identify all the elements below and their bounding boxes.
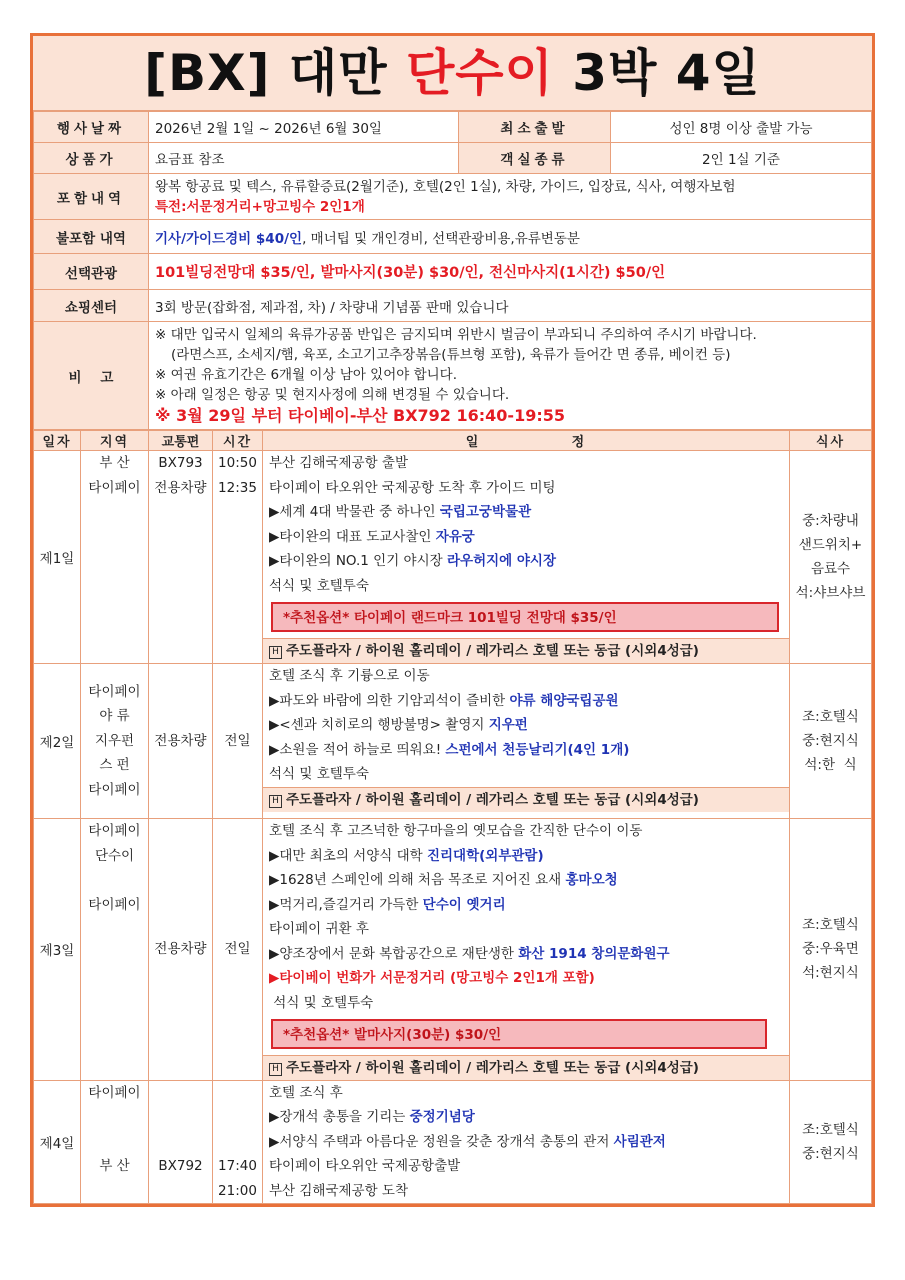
optional-tour-value: 101빌딩전망대 $35/인, 발마사지(30분) $30/인, 전신마사지(1시간) $50/인	[149, 254, 872, 290]
col-transport: 교통편	[149, 431, 213, 451]
meal: 중:현지식	[802, 733, 859, 749]
col-itinerary: 일 정	[263, 431, 790, 451]
day-meals	[790, 1080, 872, 1204]
day-times	[213, 1080, 263, 1204]
itinerary-line: 호텔 조식 후 고즈넉한 항구마을의 옛모습을 간직한 단수이 이동	[269, 823, 643, 839]
region: 타이페이	[88, 1084, 141, 1101]
hotel-info: H 주도플라자 / 하이원 홀리데이 / 레가리스 호텔 또는 동급 (시외4성급)	[263, 638, 789, 664]
col-day: 일자	[34, 431, 81, 451]
meal: 조:호텔식	[802, 1121, 859, 1138]
itinerary-line: ▶양조장에서 문화 복합공간으로 재탄생한 화산 1914 창의문화원구	[269, 945, 670, 962]
title-prefix: [BX] 대만	[144, 44, 406, 102]
note-line: ※ 아래 일정은 항공 및 현지사정에 의해 변경될 수 있습니다.	[155, 386, 510, 403]
meal: 조:호텔식	[802, 709, 859, 725]
itinerary-line: ▶타이베이 번화가 서문정거리 (망고빙수 2인1개 포함)	[269, 970, 595, 986]
region: 타이페이	[88, 683, 141, 700]
day-times	[213, 451, 263, 664]
time: 10:50	[218, 455, 257, 471]
day-itinerary	[263, 451, 790, 664]
itinerary-line: 석식 및 호텔투숙	[269, 766, 369, 782]
meal: 석:샤브샤브	[795, 585, 866, 601]
itinerary-line: ▶세계 4대 박물관 중 하나인 국립고궁박물관	[269, 504, 532, 520]
transport: 전용차량	[154, 941, 207, 957]
excluded-value	[149, 220, 872, 254]
day-transport	[149, 1080, 213, 1204]
itinerary-line: 호텔 조식 후	[269, 1084, 343, 1101]
note-flight-change: ※ 3월 29일 부터 타이베이-부산 BX792 16:40-19:55	[155, 405, 566, 425]
itinerary-line: ▶타이완의 NO.1 인기 야시장 라우허지에 야시장	[269, 553, 557, 569]
region: 지우펀	[94, 732, 135, 749]
day-regions	[81, 1080, 149, 1204]
day-row	[34, 1080, 872, 1204]
meal: 음료수	[810, 561, 851, 577]
itinerary-line: 타이페이 타오위안 국제공항 도착 후 가이드 미팅	[269, 479, 556, 496]
region: 단수이	[94, 847, 135, 864]
price-label: 상품가	[34, 143, 149, 174]
day-transport	[149, 664, 213, 819]
itinerary-line: 부산 김해국제공항 출발	[269, 455, 408, 471]
day-label: 제3일	[34, 819, 81, 1081]
region: 부 산	[99, 1158, 130, 1174]
notes-value	[149, 322, 872, 430]
day-itinerary	[263, 819, 790, 1081]
itinerary-line: ▶파도와 바람에 의한 기암괴석이 즐비한 야류 해양국립공원	[269, 692, 619, 709]
meal: 조:호텔식	[802, 917, 859, 934]
itinerary-document	[30, 33, 875, 1207]
region: 스 펀	[99, 757, 130, 774]
itinerary-line: 석식 및 호텔투숙	[269, 577, 369, 594]
excluded-label: 불포함 내역	[34, 220, 149, 254]
meal: 석:한 식	[804, 757, 857, 773]
included-value	[149, 174, 872, 220]
day-regions	[81, 819, 149, 1081]
optional-tour-label: 선택관광	[34, 254, 149, 290]
shopping-label: 쇼핑센터	[34, 290, 149, 322]
day-transport	[149, 819, 213, 1081]
day-row	[34, 451, 872, 664]
day-row	[34, 664, 872, 819]
day-regions	[81, 664, 149, 819]
region: 야 류	[99, 708, 130, 725]
shopping-value: 3회 방문(잡화점, 제과점, 차) / 차량내 기념품 판매 있습니다	[149, 290, 872, 322]
recommended-option: *추천옵션* 발마사지(30분) $30/인	[271, 1019, 767, 1049]
recommended-option: *추천옵션* 타이페이 랜드마크 101빌딩 전망대 $35/인	[271, 602, 779, 632]
time: 전일	[224, 732, 251, 749]
region: 타이페이	[88, 896, 141, 913]
time: 12:35	[218, 479, 257, 496]
date-value: 2026년 2월 1일 ~ 2026년 6월 30일	[149, 112, 459, 143]
itinerary-line: 타이페이 타오위안 국제공항출발	[269, 1158, 461, 1174]
hotel-info: H 주도플라자 / 하이원 홀리데이 / 레가리스 호텔 또는 동급 (시외4성급)	[263, 787, 789, 813]
note-line: (라면스프, 소세지/햄, 육포, 소고기고추장볶음(튜브형 포함), 육류가 들어간 면 종류, 베이컨 등)	[171, 346, 731, 363]
included-label: 포함내역	[34, 174, 149, 220]
title-highlight: 단수이	[405, 44, 554, 102]
day-transport	[149, 451, 213, 664]
title-suffix: 3박 4일	[553, 44, 761, 102]
region: 부 산	[99, 455, 130, 471]
note-line: ※ 대만 입국시 일체의 육류가공품 반입은 금지되며 위반시 벌금이 부과되니 주의하여 주시기 바랍니다.	[155, 326, 757, 343]
day-meals	[790, 819, 872, 1081]
excluded-highlight: 기사/가이드경비 $40/인	[155, 230, 303, 247]
day-times	[213, 819, 263, 1081]
notes-label: 비 고	[34, 322, 149, 430]
day-meals	[790, 451, 872, 664]
day-label: 제2일	[34, 664, 81, 819]
day-itinerary	[263, 1080, 790, 1204]
time: 전일	[224, 941, 251, 957]
day-itinerary	[263, 664, 790, 819]
included-special: 특전:서문정거리+망고빙수 2인1개	[155, 198, 365, 215]
itinerary-line: 타이페이 귀환 후	[269, 921, 369, 937]
itinerary-line: ▶장개석 총통을 기리는 중정기념당	[269, 1109, 475, 1125]
excluded-rest: , 매너팁 및 개인경비, 선택관광비용,유류변동분	[302, 230, 580, 247]
day-label: 제4일	[34, 1080, 81, 1204]
transport: BX793	[158, 455, 203, 471]
region: 타이페이	[88, 479, 141, 496]
meal: 중:우육면	[802, 941, 859, 958]
included-items: 왕복 항공료 및 텍스, 유류할증료(2월기준), 호텔(2인 1실), 차량, 가이드, 입장료, 식사, 여행자보험	[155, 178, 736, 195]
region: 타이페이	[88, 781, 141, 798]
time: 17:40	[218, 1158, 257, 1174]
day-row	[34, 819, 872, 1081]
hotel-icon: H	[269, 795, 282, 808]
transport: BX792	[158, 1158, 203, 1174]
region	[81, 868, 148, 893]
itinerary-line: ▶서양식 주택과 아름다운 정원을 갖춘 장개석 총통의 관저 사림관저	[269, 1133, 666, 1150]
itinerary-line: 석식 및 호텔투숙	[269, 994, 374, 1011]
time: 21:00	[218, 1182, 257, 1199]
region: 타이페이	[88, 823, 141, 839]
room-type-label: 객실종류	[459, 143, 611, 174]
meal: 석:현지식	[802, 965, 859, 982]
hotel-info: H 주도플라자 / 하이원 홀리데이 / 레가리스 호텔 또는 동급 (시외4성급)	[263, 1055, 789, 1081]
schedule-table	[33, 430, 872, 1204]
meal: 중:차량내	[802, 513, 859, 529]
date-label: 행사날짜	[34, 112, 149, 143]
min-departure-label: 최소출발	[459, 112, 611, 143]
itinerary-line: ▶대만 최초의 서양식 대학 진리대학(외부관람)	[269, 847, 544, 864]
itinerary-line: ▶<센과 치히로의 행방불명> 촬영지 지우펀	[269, 717, 528, 733]
itinerary-line: 호텔 조식 후 기륭으로 이동	[269, 668, 430, 684]
col-region: 지역	[81, 431, 149, 451]
itinerary-line: ▶소원을 적어 하늘로 띄워요! 스펀에서 천등날리기(4인 1개)	[269, 741, 630, 758]
note-line: ※ 여권 유효기간은 6개월 이상 남아 있어야 합니다.	[155, 366, 458, 383]
col-meal: 식사	[790, 431, 872, 451]
day-times	[213, 664, 263, 819]
hotel-icon: H	[269, 646, 282, 659]
hotel-icon: H	[269, 1063, 282, 1076]
itinerary-line: ▶먹거리,즐길거리 가득한 단수이 옛거리	[269, 896, 506, 913]
meal: 샌드위치+	[798, 537, 863, 553]
page-title	[33, 36, 872, 111]
transport: 전용차량	[154, 732, 207, 749]
min-departure-value: 성인 8명 이상 출발 가능	[611, 112, 872, 143]
itinerary-line: 부산 김해국제공항 도착	[269, 1182, 408, 1199]
itinerary-line: ▶타이완의 대표 도교사찰인 자유궁	[269, 528, 475, 545]
day-label: 제1일	[34, 451, 81, 664]
day-regions	[81, 451, 149, 664]
room-type-value: 2인 1실 기준	[611, 143, 872, 174]
info-table	[33, 111, 872, 430]
day-meals	[790, 664, 872, 819]
itinerary-line: ▶1628년 스페인에 의해 처음 목조로 지어진 요새 홍마오청	[269, 872, 618, 888]
col-time: 시간	[213, 431, 263, 451]
transport: 전용차량	[154, 479, 207, 496]
meal: 중:현지식	[802, 1145, 859, 1162]
price-value: 요금표 참조	[149, 143, 459, 174]
